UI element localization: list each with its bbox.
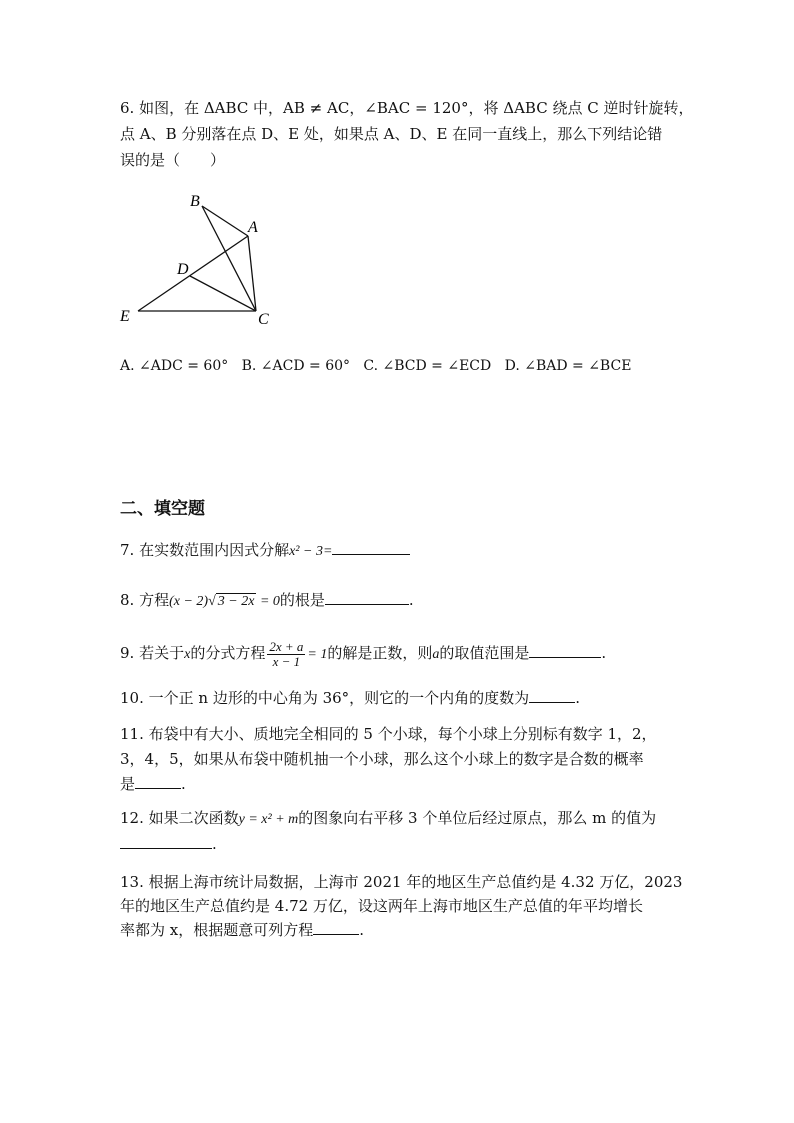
q10-answer-blank[interactable] — [529, 688, 575, 703]
q8: 8. 方程(x − 2)√ 3 − 2x = 0的根是 . — [120, 591, 414, 609]
q9-answer-blank[interactable] — [529, 643, 601, 658]
q8-answer-blank[interactable] — [325, 590, 409, 605]
q10-period: . — [575, 689, 580, 707]
label-E: E — [120, 308, 130, 325]
q9-fraction — [267, 640, 305, 669]
q8-suffix: 的根是 — [279, 591, 325, 609]
q7-text: 7. 在实数范围内因式分解 — [120, 541, 290, 559]
section-title: 二、填空题 — [120, 499, 205, 519]
q11-line-1: 11. 布袋中有大小、质地完全相同的 5 个小球，每个小球上分别标有数字 1，2， — [120, 725, 657, 743]
label-A: A — [248, 219, 258, 236]
q8-equals: = 0 — [256, 594, 280, 609]
q12-suffix: 的图象向右平移 3 个单位后经过原点，那么 m 的值为 — [298, 809, 657, 827]
q13-line-1: 13. 根据上海市统计局数据，上海市 2021 年的地区生产总值约是 4.32 万亿，2023 — [120, 873, 683, 891]
q8-radicand: 3 − 2x — [217, 594, 255, 609]
q9-suffix: 的取值范围是 — [439, 644, 530, 662]
q11-answer-blank[interactable] — [135, 774, 181, 789]
q12-line-2 — [120, 834, 217, 854]
label-B: B — [190, 193, 200, 210]
q9-var-x: x — [184, 647, 191, 662]
q12-line-1 — [120, 808, 656, 830]
q13-answer-blank[interactable] — [313, 920, 359, 935]
q6-stem-line-3: 误的是（ ） — [120, 151, 226, 169]
q7-answer-blank[interactable] — [332, 540, 410, 555]
q13-line-3 — [120, 920, 364, 940]
q12-answer-blank[interactable] — [120, 834, 212, 849]
q8-period: . — [408, 591, 414, 609]
q9-denominator: x − 1 — [272, 653, 301, 669]
q9-period: . — [601, 644, 607, 662]
segment-AC — [248, 236, 256, 311]
q6-options — [120, 356, 631, 376]
q8-text: 8. 方程 — [120, 591, 170, 609]
segment-BA — [202, 206, 248, 236]
q13-line-2: 年的地区生产总值约是 4.72 万亿，设这两年上海市地区生产总值的年平均增长 — [120, 897, 643, 915]
option-c[interactable]: C. ∠BCD = ∠ECD — [363, 358, 492, 374]
q9-text-2: 的分式方程 — [190, 644, 266, 662]
option-d[interactable]: D. ∠BAD = ∠BCE — [504, 358, 632, 374]
q12-text: 12. 如果二次函数 — [120, 809, 239, 827]
q10 — [120, 688, 580, 708]
q9-var-a: a — [432, 647, 440, 662]
q11-text-3: 是 — [120, 775, 136, 793]
q6-geometry-figure — [110, 186, 280, 336]
label-D: D — [177, 261, 189, 278]
segment-DC — [190, 276, 256, 311]
q11-line-3 — [120, 774, 186, 794]
q9 — [120, 636, 606, 672]
q10-text: 10. 一个正 n 边形的中心角为 36°，则它的一个内角的度数为 — [120, 689, 530, 707]
q6-stem-line-2: 点 A、B 分别落在点 D、E 处，如果点 A、D、E 在同一直线上，那么下列结论错 — [120, 125, 663, 143]
q7 — [120, 540, 410, 562]
q13-period: . — [359, 921, 365, 939]
label-C: C — [258, 311, 269, 328]
option-a[interactable]: A. ∠ADC = 60° — [120, 358, 229, 374]
q12-period: . — [212, 835, 217, 853]
q9-equals: = 1 — [307, 647, 328, 662]
q8-factor: (x − 2) — [169, 594, 209, 609]
segment-EA — [138, 236, 248, 311]
q9-text-3: 的解是正数，则 — [327, 644, 433, 662]
q13-text-3: 率都为 x，根据题意可列方程 — [120, 921, 314, 939]
q11-period: . — [181, 775, 186, 793]
q12-expression: y = x² + m — [238, 812, 299, 827]
q9-numerator: 2x + a — [269, 638, 304, 654]
q11-line-2: 3，4，5，如果从布袋中随机抽一个小球，那么这个小球上的数字是合数的概率 — [120, 750, 644, 768]
q7-expression: x² − 3= — [289, 544, 333, 559]
q9-text: 9. 若关于 — [120, 644, 185, 662]
q6-stem-line-1: 6. 如图，在 ΔABC 中，AB ≠ AC，∠BAC = 120°，将 ΔABC 绕点 C 逆时针旋转， — [120, 99, 694, 117]
option-b[interactable]: B. ∠ACD = 60° — [241, 358, 351, 374]
